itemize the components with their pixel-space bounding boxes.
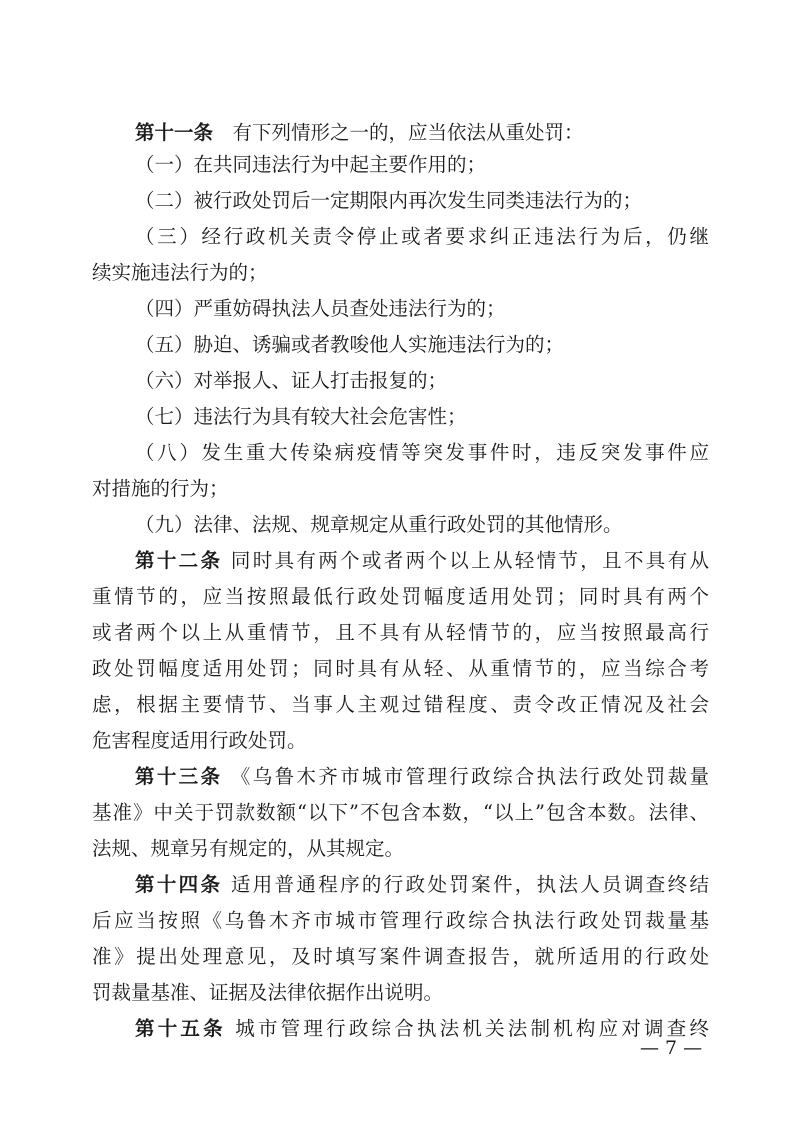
article-12-label: 第十二条 xyxy=(135,549,223,572)
article-11-item-9: （九）法律、法规、规章规定从重行政处罚的其他情形。 xyxy=(135,513,623,536)
article-12-line-4: 政处罚幅度适用处罚；同时具有从轻、从重情节的，应当综合考 xyxy=(92,657,709,680)
article-13-line-2: 基准》中关于罚款数额“以下”不包含本数，“以上”包含本数。法律、 xyxy=(92,801,709,824)
article-13-label: 第十三条 xyxy=(135,765,223,788)
article-11-item-7: （七）违法行为具有较大社会危害性； xyxy=(135,405,467,428)
article-14-line-4: 罚裁量基准、证据及法律依据作出说明。 xyxy=(92,981,444,1004)
article-15-text: 城市管理行政综合执法机关法制机构应对调查终 xyxy=(235,1017,709,1040)
article-12-line-2: 重情节的，应当按照最低行政处罚幅度适用处罚；同时具有两个 xyxy=(92,585,709,608)
article-11-item-3-cont: 续实施违法行为的； xyxy=(92,261,268,284)
article-12-line-6: 危害程度适用行政处罚。 xyxy=(92,729,307,752)
article-11-item-4: （四）严重妨碍执法人员查处违法行为的； xyxy=(135,297,506,320)
article-12-line-5: 虑，根据主要情节、当事人主观过错程度、责令改正情况及社会 xyxy=(92,693,709,716)
article-14-line-2: 后应当按照《乌鲁木齐市城市管理行政综合执法行政处罚裁量基 xyxy=(92,909,709,932)
article-12-line-3: 或者两个以上从重情节，且不具有从轻情节的，应当按照最高行 xyxy=(92,621,709,644)
article-11-label: 第十一条 xyxy=(135,121,214,144)
article-11-item-8: （八）发生重大传染病疫情等突发事件时，违反突发事件应 xyxy=(135,441,709,464)
article-11-item-3: （三）经行政机关责令停止或者要求纠正违法行为后，仍继 xyxy=(135,225,709,248)
article-13-heading-line xyxy=(135,759,709,795)
article-11-item-5: （五）胁迫、诱骗或者教唆他人实施违法行为的； xyxy=(135,333,565,356)
article-11-item-8-cont: 对措施的行为； xyxy=(92,477,229,500)
article-11-item-2: （二）被行政处罚后一定期限内再次发生同类违法行为的； xyxy=(135,189,643,212)
article-14-heading-line xyxy=(135,867,709,903)
article-15-label: 第十五条 xyxy=(135,1017,226,1040)
article-11-heading-line xyxy=(135,115,709,151)
article-13-line-3: 法规、规章另有规定的，从其规定。 xyxy=(92,837,405,860)
article-14-line-3: 准》提出处理意见，及时填写案件调查报告，就所适用的行政处 xyxy=(92,945,709,968)
article-12-heading-line xyxy=(135,543,709,579)
article-14-label: 第十四条 xyxy=(135,873,223,896)
article-12-text: 同时具有两个或者两个以上从轻情节，且不具有从 xyxy=(230,549,709,572)
article-11-item-6: （六）对举报人、证人打击报复的； xyxy=(135,369,448,392)
article-11-text: 有下列情形之一的，应当依法从重处罚： xyxy=(213,121,584,144)
article-15-heading-line xyxy=(135,1011,709,1047)
page-number: — 7 — xyxy=(640,1037,703,1059)
article-11-item-1: （一）在共同违法行为中起主要作用的； xyxy=(135,153,487,176)
article-13-text: 《乌鲁木齐市城市管理行政综合执法行政处罚裁量 xyxy=(230,765,709,788)
article-14-text: 适用普通程序的行政处罚案件，执法人员调查终结 xyxy=(230,873,709,896)
